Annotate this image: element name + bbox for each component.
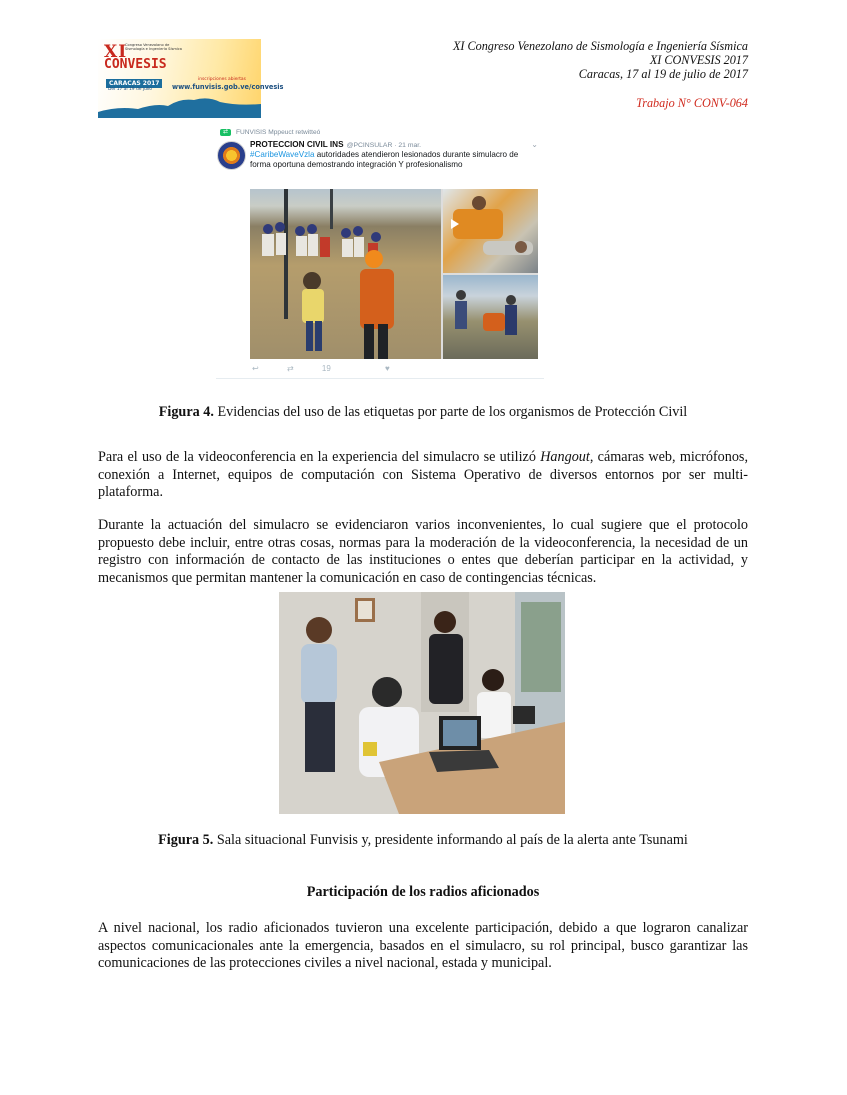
tweet-retweeted-by: FUNVISIS Mppeuct retwitteó [236, 129, 321, 136]
photo-ambulance-care [443, 189, 538, 273]
figure-4-text: Evidencias del uso de las etiquetas por parte de los organismos de Protección Civil [213, 404, 688, 420]
like-icon[interactable]: ♥ [385, 364, 390, 373]
header-dates: Caracas, 17 al 19 de julio de 2017 [578, 67, 748, 81]
logo-name: CONVESIS [104, 57, 167, 72]
logo-dates: Del 17 al 19 de julio [108, 87, 152, 92]
figure-4-caption [98, 404, 748, 421]
paragraph-videoconference [98, 449, 748, 502]
retweet-action[interactable] [287, 364, 357, 373]
reply-icon[interactable]: ↩ [252, 364, 259, 373]
logo-url: www.funvisis.gob.ve/convesis [172, 83, 284, 91]
tweet-actions [252, 364, 416, 373]
mountain-silhouette-icon [98, 94, 261, 118]
logo-small-text: Congreso Venezolano de Sismología e Ingeniería Sísmica [125, 43, 182, 52]
photo-situation-room [279, 592, 565, 814]
tweet-media [250, 189, 538, 359]
photo-field-assistance [443, 275, 538, 359]
tweet-divider [216, 378, 544, 379]
tweet-account [250, 140, 421, 149]
header-congress-name: XI Congreso Venezolano de Sismología e Ingeniería Sísmica [452, 39, 748, 53]
paragraph-drill-issues: Durante la actuación del simulacro se evidenciaron varios inconvenientes, lo cual sugiere que el protocolo propuesto debe incluir, entre otras cosas, normas para la moderación de la videoconferencia, la necesidad de un registro con información de contacto de las instituciones o entes que deberían participar en la actividad, y mecanismos que permitan mantener la comunicación en caso de contingencias técnicas. [98, 517, 748, 586]
tweet-hashtag: #CaribeWaveVzla [250, 150, 315, 159]
header-event-name: XI CONVESIS 2017 [649, 53, 748, 67]
retweet-count: 19 [321, 364, 331, 373]
photo-evacuation-drill [250, 189, 441, 359]
tweet-body: autoridades atendieron lesionados durante simulacro de forma oportuna demostrando integración Y profesionalismo [250, 150, 519, 170]
tweet-text [250, 150, 535, 171]
figure-5-label: Figura 5. [158, 832, 214, 848]
convesis-logo [98, 39, 284, 118]
retweet-icon: ⇄ [220, 129, 231, 136]
figure-5-caption [98, 832, 748, 849]
figure-5-text: Sala situacional Funvisis y, presidente informando al país de la alerta ante Tsunami [213, 832, 688, 848]
logo-inscriptions: inscripciones abiertas [198, 77, 246, 82]
paragraph-1-before: Para el uso de la videoconferencia en la experiencia del simulacro se utilizó [98, 449, 541, 465]
figure-4-label: Figura 4. [158, 404, 214, 420]
tweet-account-name: PROTECCION CIVIL INS [250, 140, 344, 149]
logo-city: CARACAS 2017 [106, 79, 162, 88]
paragraph-1-emphasis: Hangout [540, 449, 590, 465]
tweet-screenshot [216, 128, 544, 379]
chevron-down-icon: ⌄ [531, 140, 538, 149]
retweet-icon: ⇄ [286, 364, 294, 373]
section-heading: Participación de los radios aficionados [306, 884, 540, 900]
header-paper-id: Trabajo N° CONV-064 [636, 96, 748, 110]
paragraph-1-after: , cámaras web, micrófonos, conexión a Internet, equipos de computación con Sistema Operativo de diversos entornos por ser multi-plataforma. [98, 449, 748, 501]
logo-roman-numeral: XI [104, 42, 128, 62]
tweet-account-handle: @PCINSULAR · 21 mar. [346, 142, 422, 149]
paragraph-radio-amateurs: A nivel nacional, los radio aficionados tuvieron una excelente participación, debido a que lograron canalizar aspectos comunicacionales ante la emergencia, basados en el simulacro, su rol principal, busco garantizar las comunicaciones de las protecciones civiles a nivel nacional, estada y municipal. [98, 920, 748, 972]
avatar [217, 141, 246, 170]
